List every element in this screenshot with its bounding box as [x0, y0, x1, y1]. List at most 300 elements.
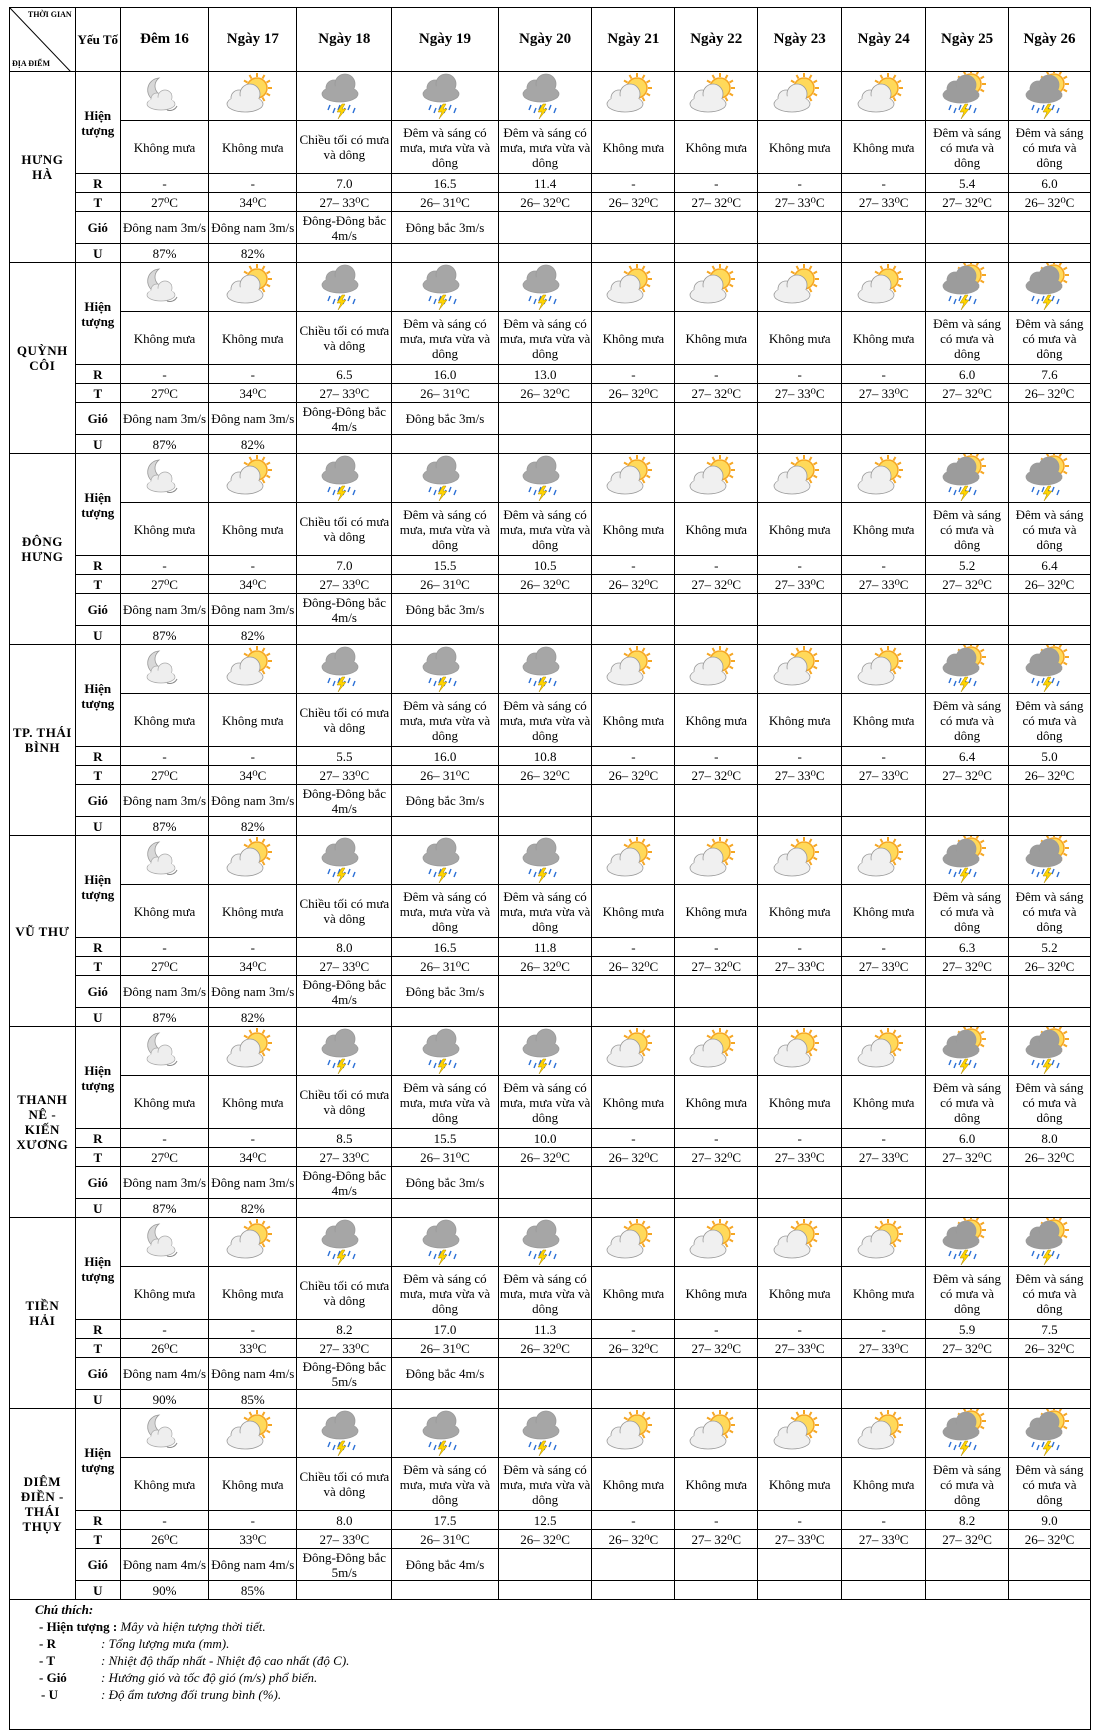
day-header: Ngày 17 [209, 8, 297, 72]
humidity-cell [675, 626, 758, 645]
table-row [10, 403, 1091, 435]
rain-cell: 10.5 [498, 556, 592, 575]
temp-label: T [75, 1530, 120, 1549]
humidity-cell [1009, 435, 1091, 454]
phenomenon-cell: Đêm và sáng có mưa và dông [926, 1267, 1009, 1320]
table-row [10, 556, 1091, 575]
table-row [10, 575, 1091, 594]
phenomenon-cell: Không mưa [675, 1076, 758, 1129]
weather-icon-cell [926, 836, 1009, 885]
wind-cell: Đông-Đông bắc 4m/s [297, 403, 392, 435]
humidity-cell [842, 817, 926, 836]
wind-cell [842, 785, 926, 817]
phenomenon-cell: Không mưa [675, 1458, 758, 1511]
temp-cell: 27– 33⁰C [758, 1148, 842, 1167]
temp-cell: 27– 33⁰C [842, 957, 926, 976]
phenomenon-cell: Không mưa [209, 503, 297, 556]
wind-label: Gió [75, 1358, 120, 1390]
weather-icon-cell [592, 645, 675, 694]
temp-cell: 34⁰C [209, 384, 297, 403]
location-name: TP. THÁI BÌNH [10, 645, 76, 836]
weather-icon-cell [209, 72, 297, 121]
weather-icon-cell [392, 645, 499, 694]
table-row [10, 836, 1091, 885]
temp-cell: 34⁰C [209, 957, 297, 976]
wind-cell [758, 1549, 842, 1581]
rain-cell: - [842, 365, 926, 384]
phenomenon-label: Hiện tượng [75, 836, 120, 938]
humidity-cell [592, 1199, 675, 1218]
temp-cell: 27– 33⁰C [842, 575, 926, 594]
humidity-cell [926, 1008, 1009, 1027]
wind-cell: Đông-Đông bắc 5m/s [297, 1549, 392, 1581]
thunderstorm-icon [417, 1218, 473, 1266]
weather-icon-cell [120, 1218, 208, 1267]
sun-cloud-icon [225, 72, 281, 120]
sun-thunderstorm-icon [1022, 454, 1078, 502]
rain-cell: 6.4 [1009, 556, 1091, 575]
weather-icon-cell [926, 454, 1009, 503]
weather-icon-cell [120, 454, 208, 503]
humidity-cell [675, 1390, 758, 1409]
phenomenon-cell: Đêm và sáng có mưa, mưa vừa và dông [392, 885, 499, 938]
wind-cell [675, 212, 758, 244]
note-temp: - T : Nhiệt độ thấp nhất - Nhiệt độ cao nhất (độ C). [39, 1653, 350, 1668]
rain-cell: 16.0 [392, 747, 499, 766]
sun-cloud-icon [688, 72, 744, 120]
table-row [10, 1076, 1091, 1129]
humidity-cell [926, 244, 1009, 263]
table-row [10, 1549, 1091, 1581]
table-row [10, 121, 1091, 174]
phenomenon-cell: Đêm và sáng có mưa, mưa vừa và dông [498, 1267, 592, 1320]
rain-cell: 6.0 [926, 1129, 1009, 1148]
wind-cell: Đông-Đông bắc 4m/s [297, 1167, 392, 1199]
weather-icon-cell [297, 263, 392, 312]
weather-icon-cell [1009, 645, 1091, 694]
table-row [10, 435, 1091, 454]
phenomenon-cell: Đêm và sáng có mưa và dông [926, 694, 1009, 747]
sun-cloud-icon [688, 1027, 744, 1075]
weather-icon-cell [209, 263, 297, 312]
wind-cell [592, 212, 675, 244]
phenomenon-cell: Đêm và sáng có mưa, mưa vừa và dông [392, 1076, 499, 1129]
table-row [10, 1199, 1091, 1218]
weather-icon-cell [1009, 454, 1091, 503]
sun-cloud-icon [605, 263, 661, 311]
rain-cell: - [842, 1511, 926, 1530]
temp-cell: 27– 33⁰C [297, 193, 392, 212]
temp-cell: 27– 33⁰C [758, 384, 842, 403]
location-name: TIỀN HẢI [10, 1218, 76, 1409]
wind-label: Gió [75, 1549, 120, 1581]
weather-icon-cell [297, 645, 392, 694]
humidity-cell [592, 626, 675, 645]
phenomenon-cell: Chiều tối có mưa và dông [297, 312, 392, 365]
temp-cell: 27– 32⁰C [675, 1148, 758, 1167]
temp-cell: 27– 33⁰C [842, 1148, 926, 1167]
note-wind: - Gió : Hướng gió và tốc độ gió (m/s) phổ biến. [39, 1670, 318, 1685]
wind-cell [758, 1358, 842, 1390]
humidity-cell: 85% [209, 1390, 297, 1409]
weather-icon-cell [498, 1218, 592, 1267]
rain-cell: 6.0 [926, 365, 1009, 384]
rain-cell: 12.5 [498, 1511, 592, 1530]
rain-cell: - [842, 1129, 926, 1148]
temp-cell: 27– 32⁰C [926, 1148, 1009, 1167]
phenomenon-cell: Đêm và sáng có mưa và dông [1009, 503, 1091, 556]
location-name: QUỲNH CÔI [10, 263, 76, 454]
temp-cell: 27⁰C [120, 193, 208, 212]
temp-cell: 27– 33⁰C [758, 575, 842, 594]
phenomenon-cell: Đêm và sáng có mưa và dông [1009, 121, 1091, 174]
humidity-cell: 82% [209, 626, 297, 645]
humidity-cell [592, 1008, 675, 1027]
temp-cell: 27– 33⁰C [842, 1339, 926, 1358]
phenomenon-cell: Không mưa [842, 1267, 926, 1320]
temp-cell: 27⁰C [120, 766, 208, 785]
wind-cell: Đông nam 3m/s [209, 785, 297, 817]
wind-cell [1009, 785, 1091, 817]
humidity-cell [1009, 1199, 1091, 1218]
humidity-cell [842, 1008, 926, 1027]
temp-cell: 27– 33⁰C [297, 766, 392, 785]
table-row [10, 384, 1091, 403]
table-row [10, 626, 1091, 645]
day-header: Đêm 16 [120, 8, 208, 72]
sun-cloud-icon [856, 1218, 912, 1266]
temp-cell: 26– 31⁰C [392, 1530, 499, 1549]
wind-cell [1009, 1167, 1091, 1199]
day-header: Ngày 26 [1009, 8, 1091, 72]
humidity-cell [842, 244, 926, 263]
sun-cloud-icon [856, 72, 912, 120]
table-row [10, 817, 1091, 836]
temp-cell: 26– 31⁰C [392, 575, 499, 594]
phenomenon-cell: Không mưa [120, 312, 208, 365]
thunderstorm-icon [417, 263, 473, 311]
humidity-cell: 87% [120, 626, 208, 645]
sun-thunderstorm-icon [1022, 72, 1078, 120]
humidity-label: U [75, 1581, 120, 1600]
phenomenon-label: Hiện tượng [75, 645, 120, 747]
night-cloud-icon [137, 1218, 193, 1266]
temp-cell: 26– 32⁰C [1009, 1339, 1091, 1358]
wind-cell: Đông nam 3m/s [209, 403, 297, 435]
wind-cell: Đông nam 4m/s [209, 1358, 297, 1390]
temp-cell: 27– 32⁰C [926, 766, 1009, 785]
phenomenon-cell: Không mưa [675, 312, 758, 365]
phenomenon-cell: Không mưa [758, 1267, 842, 1320]
rain-cell: - [675, 1320, 758, 1339]
temp-cell: 27– 32⁰C [675, 766, 758, 785]
weather-icon-cell [675, 72, 758, 121]
rain-cell: - [675, 1129, 758, 1148]
temp-cell: 27– 32⁰C [926, 575, 1009, 594]
phenomenon-cell: Đêm và sáng có mưa, mưa vừa và dông [498, 694, 592, 747]
phenomenon-cell: Không mưa [758, 312, 842, 365]
wind-cell: Đông-Đông bắc 5m/s [297, 1358, 392, 1390]
temp-label: T [75, 384, 120, 403]
phenomenon-cell: Không mưa [842, 1076, 926, 1129]
weather-icon-cell [297, 1027, 392, 1076]
weather-icon-cell [592, 836, 675, 885]
notes-title: Chú thích: [35, 1602, 94, 1617]
rain-cell: - [592, 174, 675, 193]
phenomenon-cell: Không mưa [209, 694, 297, 747]
table-row [10, 1581, 1091, 1600]
weather-icon-cell [926, 645, 1009, 694]
phenomenon-cell: Không mưa [675, 885, 758, 938]
temp-cell: 27– 33⁰C [297, 575, 392, 594]
wind-cell [842, 1549, 926, 1581]
humidity-cell [392, 1390, 499, 1409]
wind-cell [675, 1167, 758, 1199]
temp-cell: 27– 33⁰C [758, 193, 842, 212]
table-row [10, 1267, 1091, 1320]
wind-cell: Đông bắc 3m/s [392, 976, 499, 1008]
humidity-cell: 82% [209, 1199, 297, 1218]
rain-cell: - [758, 1320, 842, 1339]
temp-cell: 27– 33⁰C [842, 766, 926, 785]
rain-cell: - [675, 747, 758, 766]
phenomenon-cell: Chiều tối có mưa và dông [297, 121, 392, 174]
rain-cell: - [120, 1129, 208, 1148]
rain-cell: - [758, 365, 842, 384]
wind-cell: Đông bắc 4m/s [392, 1358, 499, 1390]
phenomenon-cell: Đêm và sáng có mưa và dông [926, 121, 1009, 174]
table-row [10, 1218, 1091, 1267]
night-cloud-icon [137, 836, 193, 884]
wind-cell [926, 976, 1009, 1008]
weather-icon-cell [209, 1218, 297, 1267]
sun-cloud-icon [772, 1027, 828, 1075]
wind-cell: Đông nam 3m/s [209, 976, 297, 1008]
humidity-cell: 90% [120, 1390, 208, 1409]
wind-cell [758, 976, 842, 1008]
location-name: THANH NÊ - KIẾN XƯƠNG [10, 1027, 76, 1218]
temp-cell: 27– 33⁰C [842, 193, 926, 212]
sun-thunderstorm-icon [1022, 836, 1078, 884]
phenomenon-cell: Không mưa [758, 1076, 842, 1129]
rain-cell: 7.0 [297, 556, 392, 575]
thunderstorm-icon [316, 645, 372, 693]
sun-cloud-icon [772, 645, 828, 693]
sun-thunderstorm-icon [1022, 1409, 1078, 1457]
temp-cell: 26– 32⁰C [1009, 1530, 1091, 1549]
wind-cell: Đông-Đông bắc 4m/s [297, 976, 392, 1008]
rain-cell: 7.6 [1009, 365, 1091, 384]
rain-cell: - [120, 938, 208, 957]
temp-cell: 27– 32⁰C [675, 1530, 758, 1549]
rain-cell: 5.4 [926, 174, 1009, 193]
sun-cloud-icon [772, 454, 828, 502]
temp-cell: 27– 33⁰C [758, 1339, 842, 1358]
humidity-cell [1009, 817, 1091, 836]
table-row [10, 212, 1091, 244]
phenomenon-cell: Đêm và sáng có mưa và dông [1009, 1458, 1091, 1511]
weather-icon-cell [675, 1027, 758, 1076]
phenomenon-cell: Đêm và sáng có mưa và dông [926, 503, 1009, 556]
phenomenon-cell: Không mưa [592, 885, 675, 938]
weather-icon-cell [1009, 836, 1091, 885]
wind-cell [675, 976, 758, 1008]
weather-icon-cell [592, 1409, 675, 1458]
weather-icon-cell [926, 1218, 1009, 1267]
weather-icon-cell [592, 1218, 675, 1267]
phenomenon-cell: Đêm và sáng có mưa, mưa vừa và dông [498, 121, 592, 174]
rain-cell: - [592, 1511, 675, 1530]
corner-header [10, 8, 76, 72]
wind-cell: Đông nam 3m/s [120, 403, 208, 435]
temp-cell: 26– 32⁰C [592, 1530, 675, 1549]
wind-cell: Đông bắc 3m/s [392, 785, 499, 817]
weather-icon-cell [498, 263, 592, 312]
day-header: Ngày 20 [498, 8, 592, 72]
weather-icon-cell [1009, 1027, 1091, 1076]
weather-icon-cell [498, 1027, 592, 1076]
sun-cloud-icon [605, 1409, 661, 1457]
humidity-cell [842, 1581, 926, 1600]
weather-icon-cell [675, 1409, 758, 1458]
phenomenon-cell: Đêm và sáng có mưa, mưa vừa và dông [498, 885, 592, 938]
temp-cell: 27– 33⁰C [297, 384, 392, 403]
humidity-cell [392, 626, 499, 645]
wind-cell [592, 785, 675, 817]
rain-cell: - [675, 938, 758, 957]
phenomenon-cell: Không mưa [842, 312, 926, 365]
rain-cell: 6.5 [297, 365, 392, 384]
humidity-cell [675, 1581, 758, 1600]
sun-cloud-icon [225, 1027, 281, 1075]
table-row [10, 1390, 1091, 1409]
sun-cloud-icon [772, 72, 828, 120]
phenomenon-cell: Chiều tối có mưa và dông [297, 1267, 392, 1320]
temp-cell: 27– 33⁰C [842, 1530, 926, 1549]
temp-cell: 26– 32⁰C [1009, 193, 1091, 212]
rain-cell: - [209, 1129, 297, 1148]
wind-cell: Đông nam 3m/s [209, 1167, 297, 1199]
temp-cell: 26– 32⁰C [592, 957, 675, 976]
humidity-cell [392, 817, 499, 836]
phenomenon-cell: Không mưa [120, 503, 208, 556]
sun-cloud-icon [856, 1027, 912, 1075]
weather-icon-cell [926, 1409, 1009, 1458]
rain-cell: - [209, 938, 297, 957]
rain-cell: - [120, 174, 208, 193]
phenomenon-cell: Không mưa [675, 1267, 758, 1320]
sun-thunderstorm-icon [1022, 263, 1078, 311]
weather-icon-cell [675, 263, 758, 312]
table-row [10, 1339, 1091, 1358]
temp-cell: 26– 32⁰C [592, 575, 675, 594]
phenomenon-cell: Không mưa [209, 885, 297, 938]
phenomenon-cell: Đêm và sáng có mưa, mưa vừa và dông [498, 1458, 592, 1511]
phenomenon-cell: Không mưa [758, 1458, 842, 1511]
table-row [10, 72, 1091, 121]
temp-cell: 26– 32⁰C [1009, 575, 1091, 594]
night-cloud-icon [137, 1027, 193, 1075]
weather-icon-cell [592, 263, 675, 312]
humidity-cell [842, 435, 926, 454]
weather-icon-cell [209, 454, 297, 503]
rain-cell: 5.2 [1009, 938, 1091, 957]
phenomenon-cell: Đêm và sáng có mưa, mưa vừa và dông [392, 694, 499, 747]
temp-cell: 26– 32⁰C [1009, 766, 1091, 785]
phenomenon-cell: Không mưa [209, 1267, 297, 1320]
rain-label: R [75, 1129, 120, 1148]
wind-cell: Đông nam 3m/s [120, 594, 208, 626]
temp-cell: 26– 32⁰C [498, 957, 592, 976]
wind-cell [592, 976, 675, 1008]
phenomenon-cell: Không mưa [120, 1267, 208, 1320]
wind-cell: Đông nam 3m/s [209, 594, 297, 626]
phenomenon-cell: Đêm và sáng có mưa và dông [1009, 885, 1091, 938]
humidity-cell [675, 1199, 758, 1218]
sun-cloud-icon [605, 1218, 661, 1266]
temp-cell: 26– 31⁰C [392, 1339, 499, 1358]
rain-cell: 10.0 [498, 1129, 592, 1148]
humidity-cell [926, 626, 1009, 645]
rain-cell: - [209, 556, 297, 575]
forecast-table [9, 7, 1091, 1600]
rain-cell: - [758, 747, 842, 766]
thunderstorm-icon [417, 1027, 473, 1075]
temp-cell: 26– 32⁰C [1009, 384, 1091, 403]
phenomenon-label: Hiện tượng [75, 263, 120, 365]
note-rain: - R : Tổng lượng mưa (mm). [39, 1636, 230, 1651]
weather-icon-cell [498, 72, 592, 121]
wind-cell: Đông nam 3m/s [120, 976, 208, 1008]
rain-cell: - [842, 174, 926, 193]
rain-cell: - [120, 556, 208, 575]
wind-cell [592, 1167, 675, 1199]
weather-icon-cell [392, 72, 499, 121]
weather-icon-cell [842, 645, 926, 694]
humidity-cell: 87% [120, 1199, 208, 1218]
temp-label: T [75, 193, 120, 212]
weather-icon-cell [120, 263, 208, 312]
humidity-cell: 87% [120, 435, 208, 454]
phenomenon-cell: Đêm và sáng có mưa và dông [926, 312, 1009, 365]
rain-label: R [75, 556, 120, 575]
weather-icon-cell [297, 72, 392, 121]
wind-cell: Đông nam 4m/s [120, 1358, 208, 1390]
sun-cloud-icon [225, 1409, 281, 1457]
phenomenon-label: Hiện tượng [75, 72, 120, 174]
sun-thunderstorm-icon [939, 263, 995, 311]
day-header: Ngày 18 [297, 8, 392, 72]
temp-label: T [75, 575, 120, 594]
location-name: ĐÔNG HƯNG [10, 454, 76, 645]
wind-cell: Đông bắc 3m/s [392, 403, 499, 435]
sun-cloud-icon [856, 1409, 912, 1457]
note-humidity: - U : Độ ẩm tương đối trung bình (%). [41, 1687, 282, 1702]
humidity-cell [297, 1581, 392, 1600]
rain-cell: 8.0 [1009, 1129, 1091, 1148]
rain-cell: 11.8 [498, 938, 592, 957]
temp-cell: 27– 33⁰C [758, 766, 842, 785]
rain-label: R [75, 1320, 120, 1339]
humidity-cell [592, 435, 675, 454]
weather-icon-cell [297, 1409, 392, 1458]
phenomenon-cell: Không mưa [120, 121, 208, 174]
humidity-cell: 82% [209, 244, 297, 263]
rain-cell: - [842, 1320, 926, 1339]
wind-cell [1009, 403, 1091, 435]
humidity-cell [1009, 1008, 1091, 1027]
rain-label: R [75, 174, 120, 193]
